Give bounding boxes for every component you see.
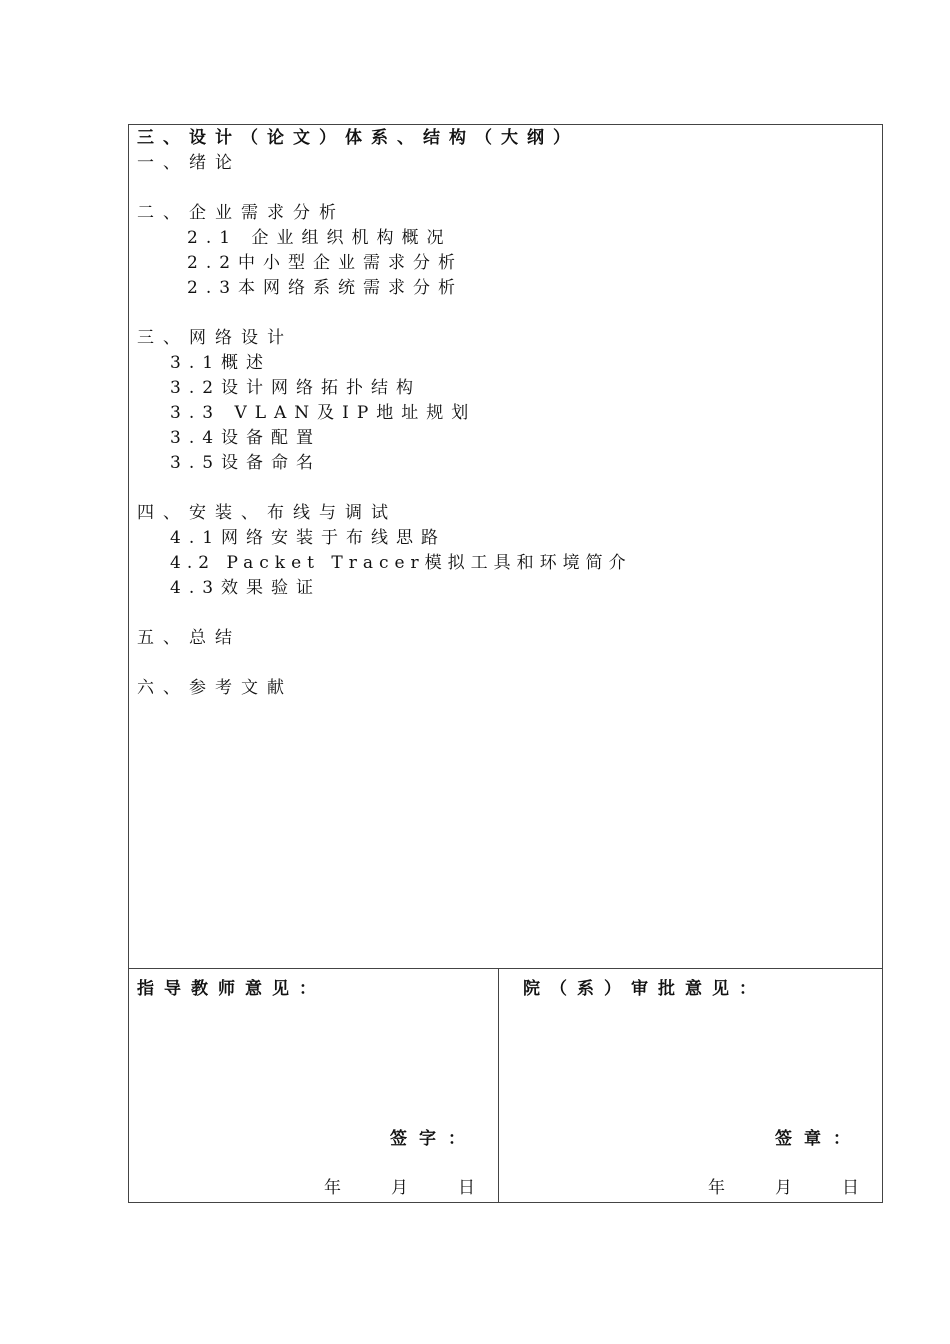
section-2-1: 2.1 企业组织机构概况 [187, 228, 452, 248]
advisor-opinion-cell [129, 969, 499, 1203]
section-4-1: 4.1网络安装于布线思路 [170, 528, 447, 548]
section-3-3: 3.3 VLAN及IP地址规划 [170, 403, 477, 423]
advisor-year-label: 年 [324, 1178, 341, 1198]
section-3-1: 3.1概述 [170, 353, 272, 373]
department-date [499, 1173, 859, 1273]
section-3-2: 3.2设计网络拓扑结构 [170, 378, 422, 398]
department-month-label: 月 [775, 1178, 792, 1198]
chapter-2: 二、企业需求分析 [137, 203, 345, 223]
advisor-signature-label: 签字： [390, 1129, 477, 1149]
chapter-6: 六、参考文献 [137, 678, 293, 698]
advisor-day-label: 日 [458, 1178, 475, 1198]
chapter-5: 五、总结 [137, 628, 241, 648]
department-year-label: 年 [708, 1178, 725, 1198]
advisor-opinion-title: 指导教师意见： [137, 979, 326, 999]
section-3-4: 3.4设备配置 [170, 428, 322, 448]
section-4-3: 4.3效果验证 [170, 578, 322, 598]
section-2-3: 2.3本网络系统需求分析 [187, 278, 464, 298]
section-4-2: 4.2 Packet Tracer模拟工具和环境简介 [170, 553, 632, 573]
chapter-1: 一、绪论 [137, 153, 241, 173]
outline-cell [129, 125, 882, 969]
department-day-label: 日 [842, 1178, 859, 1198]
department-approval-cell [499, 969, 883, 1203]
chapter-3: 三、网络设计 [137, 328, 293, 348]
section-2-2: 2.2中小型企业需求分析 [187, 253, 464, 273]
section-3-5: 3.5设备命名 [170, 453, 322, 473]
advisor-date [129, 1173, 475, 1273]
chapter-4: 四、安装、布线与调试 [137, 503, 397, 523]
department-approval-title: 院（系）审批意见： [523, 979, 766, 999]
form-table [128, 124, 883, 1203]
department-seal-label: 签章： [775, 1129, 862, 1149]
outline-heading: 三、设计（论文）体系、结构（大纲） [137, 128, 579, 148]
advisor-month-label: 月 [391, 1178, 408, 1198]
